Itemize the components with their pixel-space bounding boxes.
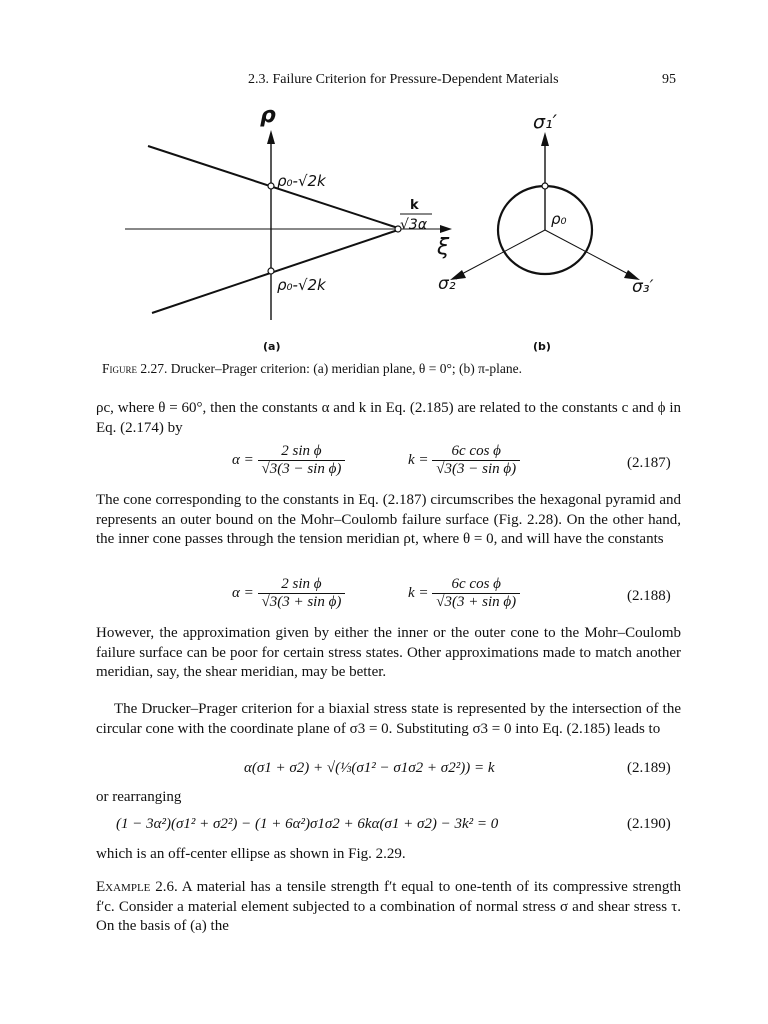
paragraph-5: or rearranging [96, 789, 182, 805]
eq188-alpha-den: √3(3 + sin ϕ) [258, 593, 346, 611]
paragraph-6: which is an off-center ellipse as shown in Fig. 2.29. [96, 846, 406, 862]
figure-caption [102, 361, 702, 377]
eq-number-2-187: (2.187) [627, 455, 671, 471]
equation-2-187-k [408, 443, 520, 478]
sigma3-label: σ₃′ [632, 277, 654, 297]
bottom-intercept-label: ρ₀-√2k [277, 276, 326, 294]
eq188-k-fraction [432, 576, 520, 611]
sigma1-label: σ₁′ [533, 111, 557, 133]
eq188-k-num: 6c cos ϕ [451, 576, 501, 592]
example-text: A material has a tensile strength f′t equal to one-tenth of its compressive strength f′c. Consider a material element subjected to a combination of normal stress σ and shear stress τ. On the basis of (a) the [96, 879, 681, 934]
eq-number-2-188: (2.188) [627, 588, 671, 604]
eq188-alpha-lhs: α = [232, 584, 254, 601]
figure-2-27 [0, 0, 768, 360]
example-2-6 [96, 878, 681, 937]
running-header: 2.3. Failure Criterion for Pressure-Dependent Materials [248, 72, 559, 87]
caption-prefix: Figure 2.27. [102, 361, 168, 376]
eq188-alpha-num: 2 sin ϕ [281, 576, 322, 592]
rho0-point [542, 183, 548, 189]
xi-axis-label: ξ [437, 235, 450, 260]
sigma1-arrowhead [541, 132, 549, 146]
page-number: 95 [662, 72, 676, 87]
equation-2-187-alpha [232, 443, 345, 478]
eq-number-2-190: (2.190) [627, 816, 671, 832]
equation-2-190: (1 − 3α²)(σ1² + σ2²) − (1 + 6α²)σ1σ2 + 6kα(σ1 + σ2) − 3k² = 0 [116, 816, 499, 832]
eq187-k-num: 6c cos ϕ [451, 443, 501, 459]
apex-k-label: k [410, 198, 419, 213]
top-intercept-label: ρ₀-√2k [277, 172, 326, 190]
paragraph-4: The Drucker–Prager criterion for a biaxial stress state is represented by the intersection of the circular cone with the coordinate plane of σ3 = 0. Substituting σ3 = 0 into Eq. (2.185) leads to [96, 701, 681, 737]
rho-arrowhead [267, 130, 275, 144]
eq188-k-den: √3(3 + sin ϕ) [432, 593, 520, 611]
apex-denominator-label: √3α [400, 217, 428, 233]
top-intercept-point [268, 183, 274, 189]
sigma2-label: σ₂′ [438, 274, 460, 294]
eq187-k-fraction [432, 443, 520, 478]
eq187-alpha-den: √3(3 − sin ϕ) [258, 460, 346, 478]
eq187-k-den: √3(3 − sin ϕ) [432, 460, 520, 478]
bottom-intercept-point [268, 268, 274, 274]
panel-b-label: (b) [533, 340, 551, 353]
example-label: Example 2.6. [96, 879, 178, 895]
eq188-k-lhs: k = [408, 584, 429, 601]
eq187-alpha-fraction [258, 443, 346, 478]
paragraph-3: However, the approximation given by either the inner or the outer cone to the Mohr–Coulomb failure surface can be poor for certain stress states. Other approximations made to match another meridian, say, the shear meridian, may be better. [96, 625, 681, 680]
sigma2-axis [458, 230, 545, 276]
paragraph-2: The cone corresponding to the constants in Eq. (2.187) circumscribes the hexagonal pyramid and represents an outer bound on the Mohr–Coulomb failure surface (Fig. 2.28). On the other hand, the inner cone passes through the tension meridian ρt, where θ = 0, and will have the constants [96, 492, 681, 547]
equation-2-188-alpha [232, 576, 345, 611]
sigma3-axis [545, 230, 632, 276]
eq187-alpha-num: 2 sin ϕ [281, 443, 322, 459]
pi-plane-diagram [450, 132, 640, 280]
lower-meridian-line [152, 230, 398, 313]
rho0-label: ρ₀ [551, 210, 567, 228]
paragraph-1: ρc, where θ = 60°, then the constants α and k in Eq. (2.185) are related to the constants c and ϕ in Eq. (2.174) by [96, 400, 681, 436]
equation-2-188-k [408, 576, 520, 611]
xi-arrowhead [440, 225, 452, 233]
eq188-alpha-fraction [258, 576, 346, 611]
eq187-alpha-lhs: α = [232, 451, 254, 468]
caption-text: Drucker–Prager criterion: (a) meridian plane, θ = 0°; (b) π-plane. [170, 361, 523, 376]
eq-number-2-189: (2.189) [627, 760, 671, 776]
eq187-k-lhs: k = [408, 451, 429, 468]
equation-2-189: α(σ1 + σ2) + √(⅓(σ1² − σ1σ2 + σ2²)) = k [244, 760, 495, 776]
panel-a-label: (a) [263, 340, 281, 353]
rho-axis-label: ρ [260, 103, 276, 128]
